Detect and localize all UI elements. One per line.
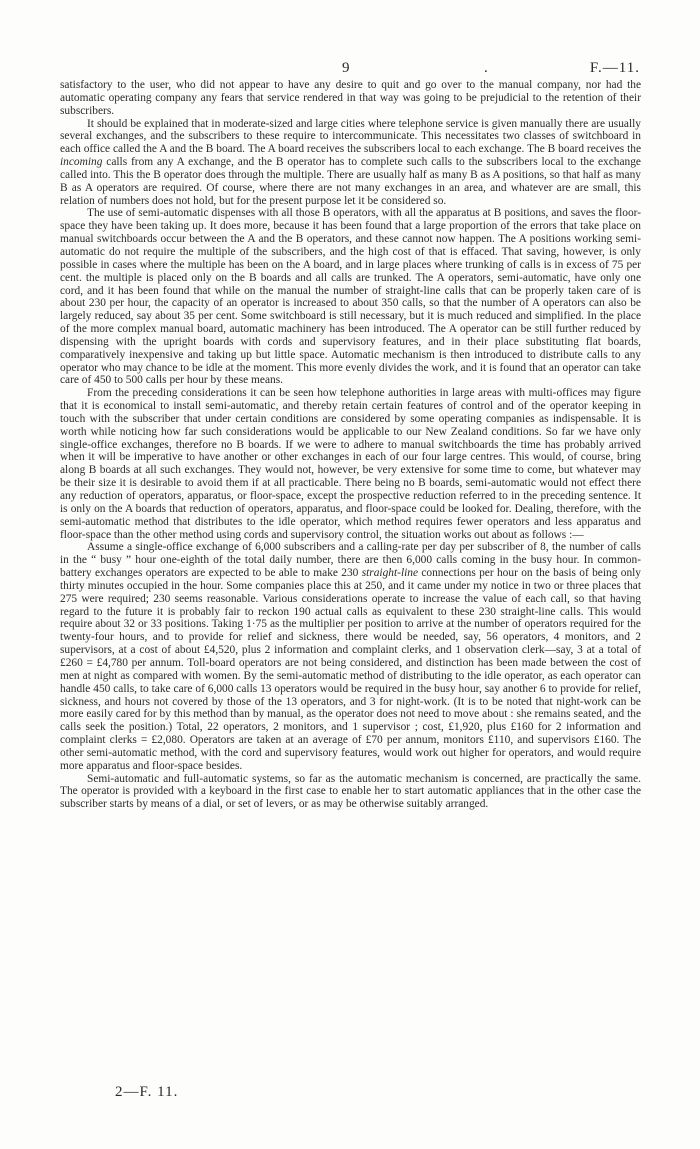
paragraph <box>60 118 641 208</box>
text-run: Assume a single-office exchange of 6,000 subscribers and a calling-rate per day per subscriber of 8, the number of calls in the “ busy ” hour one-eighth of the total daily number, there are then 6,000 calls coming in the busy hour. In common-battery exchanges operators are expected to be able to make 230 <box>60 541 641 580</box>
signature-mark: 2—F. 11. <box>115 1084 179 1100</box>
body-text <box>60 79 641 811</box>
paragraph: satisfactory to the user, who did not appear to have any desire to quit and go over to the manual company, nor had the automatic operating company any fears that service rendered in that way was going to be prejudicial to the retention of their subscribers. <box>60 79 641 117</box>
document-reference: F.—11. <box>589 60 640 76</box>
paragraph <box>60 207 641 387</box>
text-run: calls from any A exchange, and the B operator has to complete such calls to the subscribers local to the exchange called into. This the B operator does through the multiple. There are usually half as many B as A positions, so that half as many B as A operators are required. Of course, where there are not many exchanges in an area, and whatever are are small, this relation of numbers does not hold, but for the present purpose let it be considered so. <box>60 156 641 207</box>
paragraph <box>60 773 641 812</box>
text-run: connections per hour on the basis of being only thirty minutes occupied in the hour. Some companies place this at 250, and it came under my notice in two or three places that 275 were required; 230 seems reasonable. Various considerations operate to increase the value of each call, so that having regard to the future it is probably fair to reckon 190 actual calls as equivalent to these 230 straight-line calls. This would require about 32 or 33 positions. Taking 1·75 as the multiplier per position to arrive at the number of operators required for the twenty-four hours, and to provide for relief and sickness, there would be needed, say, 56 operators, 4 monitors, and 2 supervisors, at a cost of about £4,520, plus 2 information and complaint clerks, and 1 observation clerk—say, 3 at a total of £260 = £4,780 per annum. Toll-board operators are not being considered, and distinction has been made between the cost of men at night as compared with women. By the semi-automatic method of distributing to the idle operator, as each operator can handle 450 calls, to take care of 6,000 calls 13 operators would be required in the busy hour, say another 6 to provide for relief, sickness, and hours not covered by those of the 13 operators, and 3 for night-work. (It is to be noted that night-work can be more easily cared for by this method than by manual, as the operator does not need to move about : she remains seated, and the calls seek the position.) Total, 22 operators, 2 monitors, and 1 supervisor ; cost, £1,920, plus £160 for 2 information and complaint clerks = £2,080. Operators are taken at an average of £70 per annum, monitors £110, and supervisors £160. The other semi-automatic method, with the cord and supervisory features, would work out higher for operators, and would require more apparatus and floor-space besides. <box>60 567 642 772</box>
text-run: Semi-automatic and full-automatic systems, so far as the automatic mechanism is concerned, are practically the same. The operator is provided with a keyboard in the first case to enable her to start automatic appliances that in the other case the subscriber starts by means of a dial, or set of levers, or as may be otherwise suitably arranged. <box>60 772 641 811</box>
paragraph <box>60 387 641 541</box>
text-run: It should be explained that in moderate-sized and large cities where telephone service is given manually there are usually several exchanges, and the subscribers to these require to intercommunicate. This necessitates two classes of switchboard in each office called the A and the B board. The A board receives the subscribers local to each exchange. The B board receives the <box>60 117 641 156</box>
page-number: 9 <box>342 60 350 76</box>
text-run: From the preceding considerations it can be seen how telephone authorities in large areas with multi-offices may figure that it is economical to install semi-automatic, and thereby retain certain features of control and of the operator keeping in touch with the subscriber that under certain conditions are considered by some operating companies as indispensable. It is worth while noticing how far such considerations would be applicable to our New Zealand conditions. So far we have only single-office exchanges, therefore no B boards. If we were to adhere to manual switchboards the time has probably arrived when it will be imperative to have another or other exchanges in each of our four large centres. This would, of course, bring along B boards at all such exchanges. They would not, however, be very extensive for some time to come, but whatever may be their size it is desirable to avoid them if at all practicable. There being no B boards, semi-automatic would not effect there any reduction of operators, apparatus, or floor-space, except the prospective reduction referred to in the preceding sentence. It is only on the A boards that reduction of operators, apparatus, and floor-space could be looked for. Dealing, therefore, with the semi-automatic method that distributes to the idle operator, which method requires fewer operators and less apparatus and floor-space than the other method using cords and supervisory control, the situation works out about as follows :— <box>60 387 641 541</box>
italic-term: incoming <box>60 156 103 169</box>
page-header <box>60 60 640 80</box>
italic-term: straight-line <box>361 567 419 580</box>
text-run: The use of semi-automatic dispenses with all those B operators, with all the apparatus at B positions, and saves the floor-space they have been taking up. It does more, because it has been found that a large proportion of the errors that take place on manual switchboards occur between the A and the B operators, and these cannot now happen. The A positions working semi-automatic do not require the multiple of the subscribers, and the high cost of that is effaced. That saving, however, is only possible in cases where the multiple has been on the A board, and in large places where trunking of calls is in excess of 75 per cent. the multiple is placed only on the B boards and all calls are trunked. The A operators, semi-automatic, have only one cord, and it has been found that while on the manual the number of straight-line calls that can be properly taken care of is about 230 per hour, the capacity of an operator is increased to about 350 calls, so that the number of A operators can also be largely reduced, say about 35 per cent. Some switchboard is still necessary, but it is much reduced and simplified. In the place of the more complex manual board, automatic machinery has been introduced. The A operator can be still further reduced by dispensing with the upright boards with cords and supervisory features, and in their place substituting flat boards, comparatively inexpensive and taking up but little space. Automatic mechanism is then introduced to distribute calls to any operator who may chance to be idle at the moment. This more evenly divides the work, and it is found that an operator can take care of 450 to 500 calls per hour by these means. <box>60 207 641 387</box>
header-dot: . <box>484 60 488 76</box>
paragraph <box>60 541 641 772</box>
